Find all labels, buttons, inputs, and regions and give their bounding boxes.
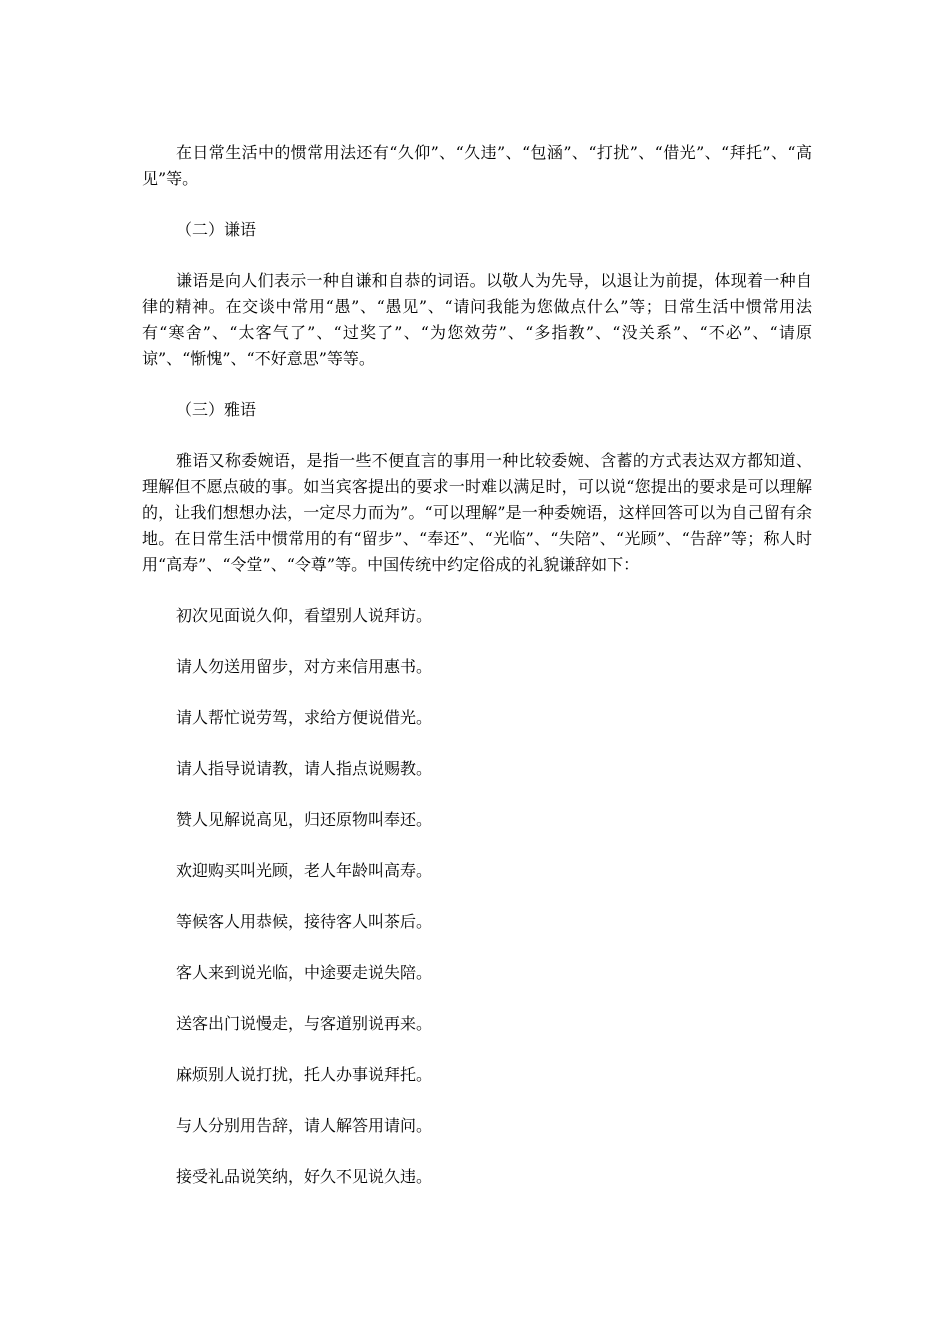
list-item: 请人指导说请教，请人指点说赐教。 (176, 759, 433, 778)
list-item: 赞人见解说高见，归还原物叫奉还。 (176, 810, 433, 829)
polite-phrases-list (142, 603, 812, 1190)
list-item: 与人分别用告辞，请人解答用请问。 (176, 1116, 433, 1135)
humble-words-paragraph: 谦语是向人们表示一种自谦和自恭的词语。以敬人为先导，以退让为前提，体现着一种自律的精神。在交谈中常用“愚”、“愚见”、“请问我能为您做点什么”等；日常生活中惯常用法有“寒舍”、“太客气了”、“过奖了”、“为您效劳”、“多指教”、“没关系”、“不必”、“请原谅”、“惭愧”、“不好意思”等等。 (142, 271, 812, 368)
list-item: 初次见面说久仰，看望别人说拜访。 (176, 606, 433, 625)
list-item: 接受礼品说笑纳，好久不见说久违。 (176, 1167, 433, 1186)
section-heading-humble-words: （二）谦语 (176, 220, 257, 239)
list-item: 请人帮忙说劳驾，求给方便说借光。 (176, 708, 433, 727)
list-item: 送客出门说慢走，与客道别说再来。 (176, 1014, 433, 1033)
list-item: 客人来到说光临，中途要走说失陪。 (176, 963, 433, 982)
elegant-words-paragraph: 雅语又称委婉语，是指一些不便直言的事用一种比较委婉、含蓄的方式表达双方都知道、理解但不愿点破的事。如当宾客提出的要求一时难以满足时，可以说“您提出的要求是可以理解的，让我们想想办法，一定尽力而为”。“可以理解”是一种委婉语，这样回答可以为自己留有余地。在日常生活中惯常用的有“留步”、“奉还”、“光临”、“失陪”、“光顾”、“告辞”等；称人时用“高寿”、“令堂”、“令尊”等。中国传统中约定俗成的礼貌谦辞如下： (142, 451, 812, 574)
intro-paragraph: 在日常生活中的惯常用法还有“久仰”、“久违”、“包涵”、“打扰”、“借光”、“拜托”、“高见”等。 (142, 143, 812, 188)
list-item: 欢迎购买叫光顾，老人年龄叫高寿。 (176, 861, 433, 880)
section-heading-elegant-words: （三）雅语 (176, 400, 257, 419)
list-item: 麻烦别人说打扰，托人办事说拜托。 (176, 1065, 433, 1084)
list-item: 请人勿送用留步，对方来信用惠书。 (176, 657, 433, 676)
document-content (142, 140, 812, 1215)
list-item: 等候客人用恭候，接待客人叫茶后。 (176, 912, 433, 931)
